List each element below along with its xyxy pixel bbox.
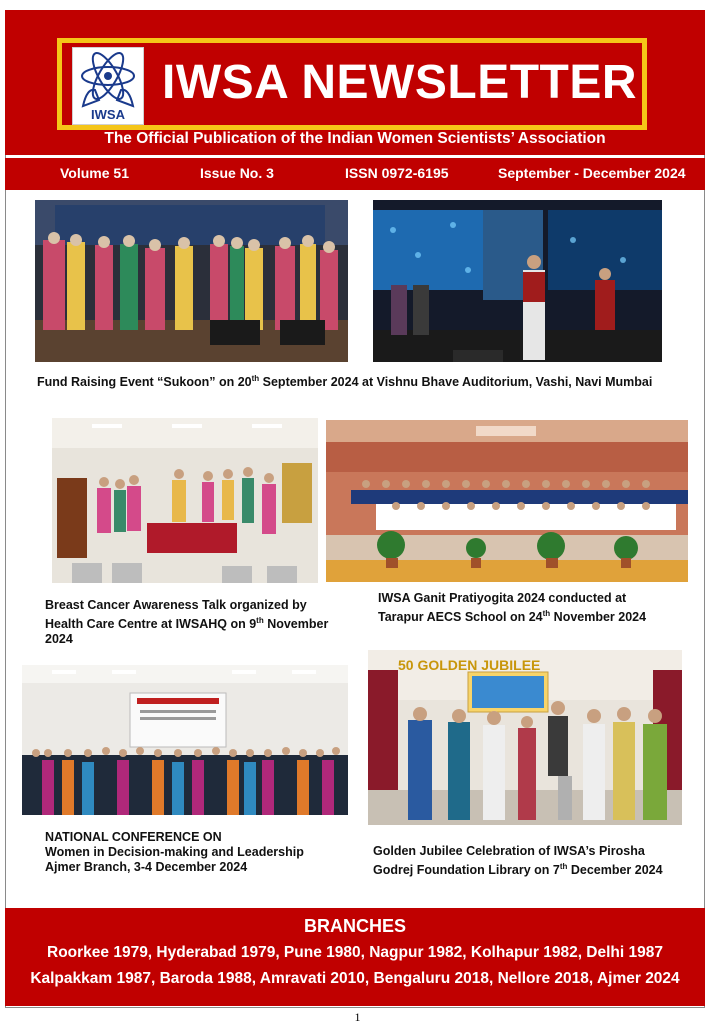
atom-hands-icon [73,48,143,110]
caption-sukoon: Fund Raising Event “Sukoon” on 20th September 2024 at Vishnu Bhave Auditorium, Vashi, Navi Mumbai [37,374,653,390]
photo-golden-jubilee [368,650,682,825]
page-number: 1 [354,1010,361,1024]
branches-line-2: Kalpakkam 1987, Baroda 1988, Amravati 2010, Bengaluru 2018, Nellore 2018, Ajmer 2024 [30,970,680,987]
photo-sukoon-band [373,200,662,362]
photo-ganit-pratiyogita [326,420,688,582]
issn-label: ISSN 0972-6195 [345,165,449,181]
photo-national-conference [22,665,348,815]
issue-info-bar [5,158,705,190]
branches-line-1: Roorkee 1979, Hyderabad 1979, Pune 1980, Nagpur 1982, Kolhapur 1982, Delhi 1987 [47,944,663,961]
newsletter-title: IWSA NEWSLETTER [162,56,638,109]
caption-ganit: IWSA Ganit Pratiyogita 2024 conducted at Tarapur AECS School on 24th November 2024 [378,591,647,625]
volume-label: Volume 51 [60,165,129,181]
caption-breast-cancer: Breast Cancer Awareness Talk organized by Health Care Centre at IWSAHQ on 9th November 2024 [45,598,329,647]
photo-breast-cancer-talk [52,418,318,583]
title-box [57,38,647,130]
logo-text: IWSA [91,107,125,122]
iwsa-logo [72,47,144,125]
caption-golden-jubilee: Golden Jubilee Celebration of IWSA’s Pirosha Godrej Foundation Library on 7th December 2024 [373,844,663,878]
golden-jubilee-banner: 50 GOLDEN JUBILEE [398,657,541,673]
caption-conference: NATIONAL CONFERENCE ON Women in Decision-making and Leadership Ajmer Branch, 3-4 December 2024 [45,830,304,874]
period-label: September - December 2024 [498,165,686,181]
photo-sukoon-group [35,200,348,362]
newsletter-subtitle: The Official Publication of the Indian Women Scientists’ Association [104,130,606,147]
branches-heading: BRANCHES [303,916,406,936]
issue-label: Issue No. 3 [200,165,274,181]
branches-panel [5,908,705,1006]
